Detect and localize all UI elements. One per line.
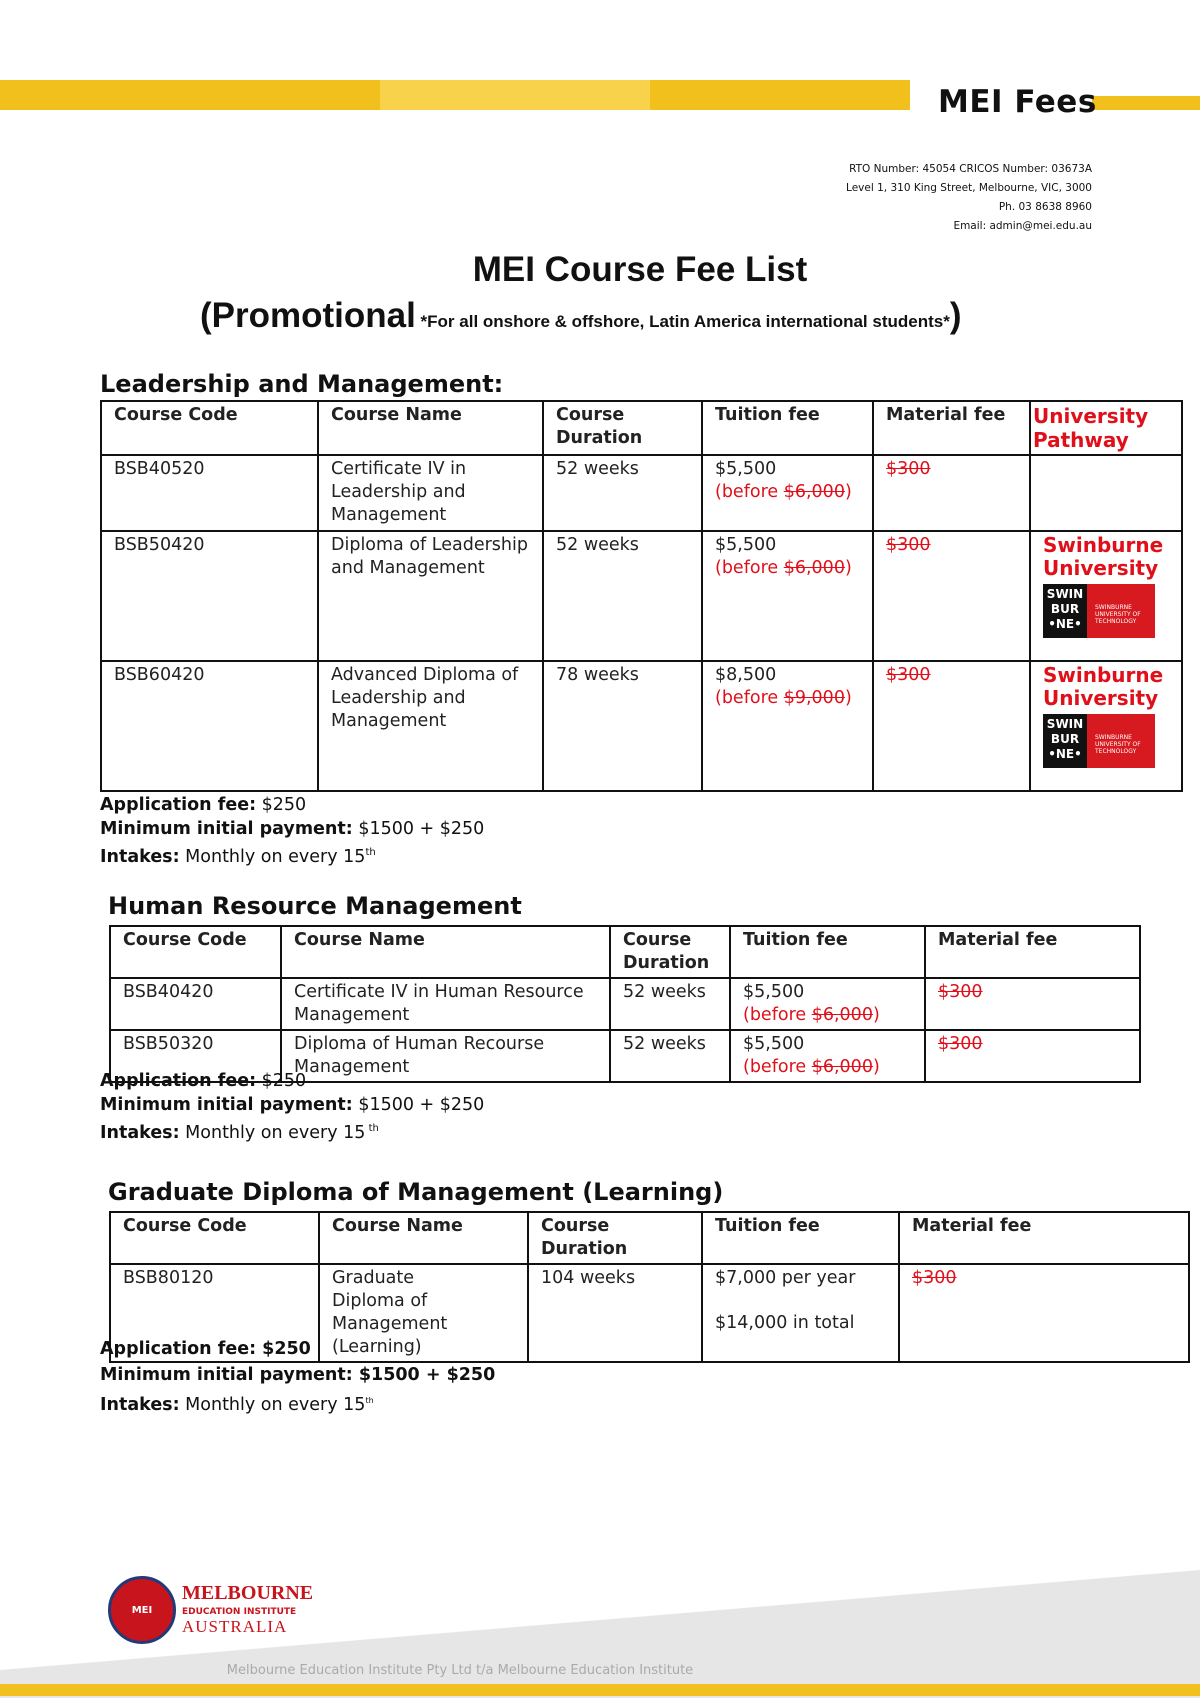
material-fee: $300 [925, 978, 1140, 1030]
email-line[interactable]: Email: admin@mei.edu.au [953, 220, 1092, 232]
subtitle-main: (Promotional [200, 296, 416, 335]
phone-line: Ph. 03 8638 8960 [998, 201, 1092, 213]
before-price: (before $6,000) [715, 558, 852, 578]
col-material-fee: Material fee [925, 926, 1140, 978]
header-bar-highlight [380, 80, 650, 110]
tuition-fee [730, 1030, 925, 1082]
material-fee: $300 [925, 1030, 1140, 1082]
table-row [101, 661, 1182, 791]
before-price: (before $6,000) [743, 1005, 880, 1025]
tuition-amount: $8,500 [715, 665, 777, 685]
col-course-code: Course Code [110, 926, 281, 978]
before-price: (before $6,000) [715, 482, 852, 502]
page-subtitle [200, 296, 962, 336]
fee-total: $14,000 in total [715, 1313, 855, 1333]
col-material-fee: Material fee [873, 401, 1030, 455]
subtitle-close: ) [949, 296, 962, 335]
before-price: (before $9,000) [715, 688, 852, 708]
col-tuition-fee: Tuition fee [730, 926, 925, 978]
tuition-amount: $5,500 [715, 459, 777, 479]
mei-brand-name: MELBOURNE [182, 1582, 314, 1604]
tuition-fee [702, 661, 873, 791]
tuition-fee [702, 455, 873, 531]
course-name: Advanced Diploma of Leadership and Management [318, 661, 543, 791]
tuition-amount: $5,500 [715, 535, 777, 555]
intakes: Intakes: Monthly on every 15th [100, 846, 376, 867]
rto-line: RTO Number: 45054 CRICOS Number: 03673A [849, 163, 1092, 175]
table-row [101, 455, 1182, 531]
university-pathway [1030, 661, 1182, 791]
table-row [101, 531, 1182, 661]
contact-block [846, 160, 1092, 236]
university-name: Swinburne University [1043, 533, 1164, 580]
swinburne-logo-mark: SWIN BUR •NE• [1043, 584, 1087, 638]
course-duration: 104 weeks [528, 1264, 702, 1362]
col-tuition-fee: Tuition fee [702, 401, 873, 455]
table-header-row [110, 926, 1140, 978]
university-pathway [1030, 455, 1182, 531]
footer-bar [0, 1684, 1200, 1696]
application-fee: Application fee: $250 [100, 795, 307, 815]
hr-table [109, 925, 1141, 1083]
col-tuition-fee: Tuition fee [702, 1212, 899, 1264]
leadership-notes [100, 794, 484, 869]
course-code: BSB50420 [101, 531, 318, 661]
intakes: Intakes: Monthly on every 15th [100, 1394, 374, 1415]
minimum-payment: Minimum initial payment: $1500 + $250 [100, 818, 485, 839]
course-name: Graduate Diploma of Management (Learning) [319, 1264, 528, 1362]
swinburne-logo [1043, 584, 1155, 638]
course-code: BSB50320 [110, 1030, 281, 1082]
course-code: BSB40520 [101, 455, 318, 531]
col-material-fee: Material fee [899, 1212, 1189, 1264]
col-course-code: Course Code [110, 1212, 319, 1264]
header-title: MEI Fees [938, 84, 1097, 120]
course-name: Diploma of Leadership and Management [318, 531, 543, 661]
course-code: BSB80120 [110, 1264, 319, 1362]
header-bar-right [1092, 96, 1200, 110]
minimum-payment: Minimum initial payment: $1500 + $250 [100, 1094, 485, 1115]
swinburne-logo-text: SWINBURNE UNIVERSITY OF TECHNOLOGY [1087, 714, 1155, 768]
course-duration: 52 weeks [610, 1030, 730, 1082]
subtitle-note: *For all onshore & offshore, Latin America international students* [415, 312, 950, 331]
section-title-graduate: Graduate Diploma of Management (Learning) [108, 1178, 724, 1206]
swinburne-logo-text: SWINBURNE UNIVERSITY OF TECHNOLOGY [1087, 584, 1155, 638]
course-duration: 52 weeks [610, 978, 730, 1030]
col-course-duration: Course Duration [528, 1212, 702, 1264]
course-duration: 52 weeks [543, 531, 702, 661]
course-code: BSB60420 [101, 661, 318, 791]
material-fee: $300 [899, 1264, 1189, 1362]
before-price: (before $6,000) [743, 1057, 880, 1077]
graduate-notes [100, 1336, 495, 1418]
footer-text: Melbourne Education Institute Pty Ltd t/a Melbourne Education Institute [226, 1663, 694, 1678]
tuition-fee [702, 531, 873, 661]
col-course-code: Course Code [101, 401, 318, 455]
col-course-name: Course Name [281, 926, 610, 978]
swinburne-logo-mark: SWIN BUR •NE• [1043, 714, 1087, 768]
mei-brand-country: AUSTRALIA [182, 1617, 288, 1636]
section-title-leadership: Leadership and Management: [100, 370, 504, 398]
mei-brand-sub: EDUCATION INSTITUTE [182, 1607, 297, 1617]
university-name: Swinburne University [1043, 663, 1164, 710]
tuition-amount: $5,500 [743, 1034, 805, 1054]
table-row [110, 978, 1140, 1030]
address-line: Level 1, 310 King Street, Melbourne, VIC, 3000 [846, 182, 1092, 194]
course-name: Diploma of Human Recourse Management [281, 1030, 610, 1082]
intakes: Intakes: Monthly on every 15 $^{th}$ [100, 1122, 379, 1143]
course-duration: 78 weeks [543, 661, 702, 791]
tuition-fee [702, 1264, 899, 1362]
course-duration: 52 weeks [543, 455, 702, 531]
tuition-amount: $5,500 [743, 982, 805, 1002]
application-fee: Application fee: $250 [100, 1339, 311, 1359]
material-fee: $300 [873, 661, 1030, 791]
table-header-row [101, 401, 1182, 455]
table-header-row [110, 1212, 1189, 1264]
col-course-name: Course Name [318, 401, 543, 455]
hr-notes [100, 1070, 484, 1145]
mei-emblem-logo: MEI [108, 1576, 176, 1644]
leadership-table [100, 400, 1183, 792]
col-course-duration: Course Duration [610, 926, 730, 978]
page-title: MEI Course Fee List [472, 250, 808, 289]
col-university-pathway: University Pathway [1030, 401, 1182, 455]
course-name: Certificate IV in Human Resource Management [281, 978, 610, 1030]
col-course-name: Course Name [319, 1212, 528, 1264]
fee-per-year: $7,000 per year [715, 1268, 856, 1288]
university-pathway [1030, 531, 1182, 661]
course-name: Certificate IV in Leadership and Management [318, 455, 543, 531]
material-fee: $300 [873, 531, 1030, 661]
application-fee: Application fee: $250 [100, 1071, 307, 1091]
tuition-fee [730, 978, 925, 1030]
minimum-payment: Minimum initial payment: $1500 + $250 [100, 1365, 496, 1385]
col-course-duration: Course Duration [543, 401, 702, 455]
swinburne-logo [1043, 714, 1155, 768]
material-fee: $300 [873, 455, 1030, 531]
course-code: BSB40420 [110, 978, 281, 1030]
section-title-hr: Human Resource Management [108, 892, 522, 920]
